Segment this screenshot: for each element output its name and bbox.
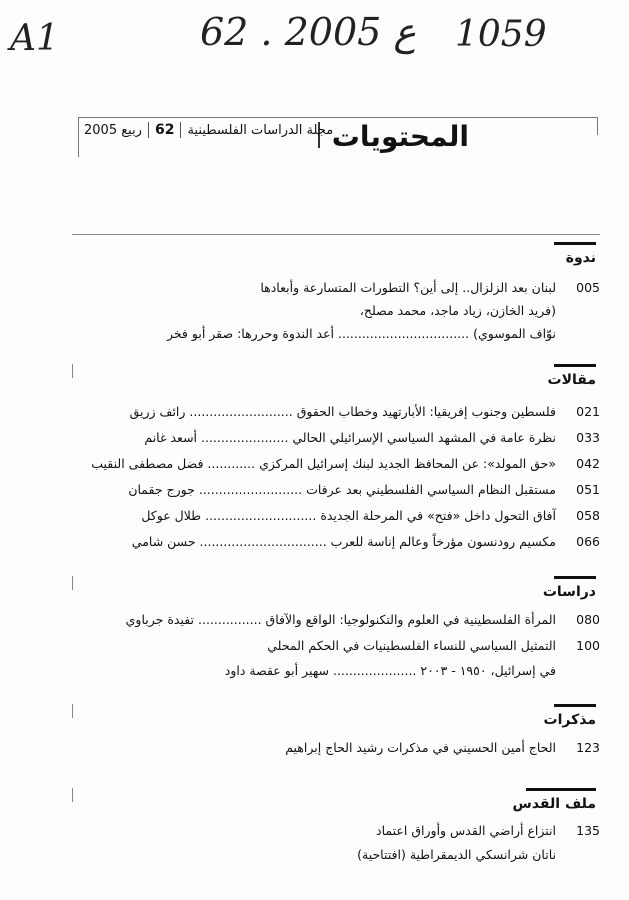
page-number: 100 [576, 638, 600, 653]
section-heading-bar [554, 242, 596, 245]
page-number: 135 [576, 823, 600, 838]
handwritten-issue-note: 62 . ع 2005 [200, 10, 417, 54]
entry-line: لبنان بعد الزلزال.. إلى أين؟ التطورات المتسارعة وأبعادها [260, 280, 556, 295]
entry-line: في إسرائيل، ١٩٥٠ - ٢٠٠٣ ..................... سهير أبو عقصة داود [224, 663, 556, 678]
header-top-rule [78, 117, 598, 118]
page-title: المحتويات [331, 120, 469, 153]
header-left-tick [78, 117, 79, 157]
section-heading-bar [554, 576, 596, 579]
handwritten-code-left: A1 [10, 18, 59, 59]
section-tick [72, 788, 73, 802]
page-number: 005 [576, 280, 600, 295]
page-number: 021 [576, 404, 600, 419]
section-rule [72, 234, 600, 235]
entry-line: المرأة الفلسطينية في العلوم والتكنولوجيا: الواقع والآفاق ................ تفيدة جرباوي [125, 612, 556, 627]
issue-number: 62 [148, 122, 181, 138]
entry-line: الحاج أمين الحسيني في مذكرات رشيد الحاج إبراهيم [285, 740, 556, 755]
entry-line: نوّاف الموسوي) ................................. أعد الندوة وحررها: صقر أبو فخر [166, 326, 556, 341]
page-number: 033 [576, 430, 600, 445]
section-title: مقالات [547, 372, 596, 388]
handwritten-code-right: 1059 [455, 14, 547, 55]
section-title: دراسات [542, 584, 596, 600]
section-title: مذكرات [543, 712, 596, 728]
entry-line: مستقبل النظام السياسي الفلسطيني بعد عرفات .......................... جورج جقمان [128, 482, 556, 497]
entry-line: مكسيم رودنسون مؤرخاً وعالم إناسة للعرب ................................ حسن شامي [131, 534, 556, 549]
section-tick [72, 704, 73, 718]
entry-line: آفاق التحول داخل «فتح» في المرحلة الجديدة ............................ طلال عوكل [141, 508, 556, 523]
page-number: 080 [576, 612, 600, 627]
section-title: ملف القدس [512, 796, 596, 812]
page-number: 058 [576, 508, 600, 523]
entry-line: ناتان شرانسكي الديمقراطية (افتتاحية) [357, 847, 556, 862]
journal-info [84, 122, 333, 138]
issue-season: ربيع 2005 [84, 123, 142, 138]
entry-line: فلسطين وجنوب إفريقيا: الأبارتهيد وخطاب الحقوق .......................... رائف زريق [129, 404, 556, 419]
section-heading-bar [554, 364, 596, 367]
journal-name: مجلة الدراسات الفلسطينية [187, 123, 334, 138]
header-right-tick [597, 117, 598, 135]
entry-line: انتزاع أراضي القدس وأوراق اعتماد [376, 823, 556, 838]
entry-line: التمثيل السياسي للنساء الفلسطينيات في الحكم المحلي [267, 638, 556, 653]
section-heading-bar [526, 788, 596, 791]
section-tick [72, 364, 73, 378]
section-title: ندوة [565, 250, 596, 266]
entry-line: (فريد الخازن، زياد ماجد، محمد مصلح، [359, 303, 556, 318]
page-number: 051 [576, 482, 600, 497]
entry-line: «حق المولد»: عن المحافظ الجديد لبنك إسرائيل المركزي ............ فضل مصطفى النقيب [91, 456, 556, 471]
section-heading-bar [554, 704, 596, 707]
entry-line: نظرة عامة في المشهد السياسي الإسرائيلي الحالي ...................... أسعد غانم [144, 430, 556, 445]
section-tick [72, 576, 73, 590]
page-number: 042 [576, 456, 600, 471]
page-number: 066 [576, 534, 600, 549]
page-number: 123 [576, 740, 600, 755]
